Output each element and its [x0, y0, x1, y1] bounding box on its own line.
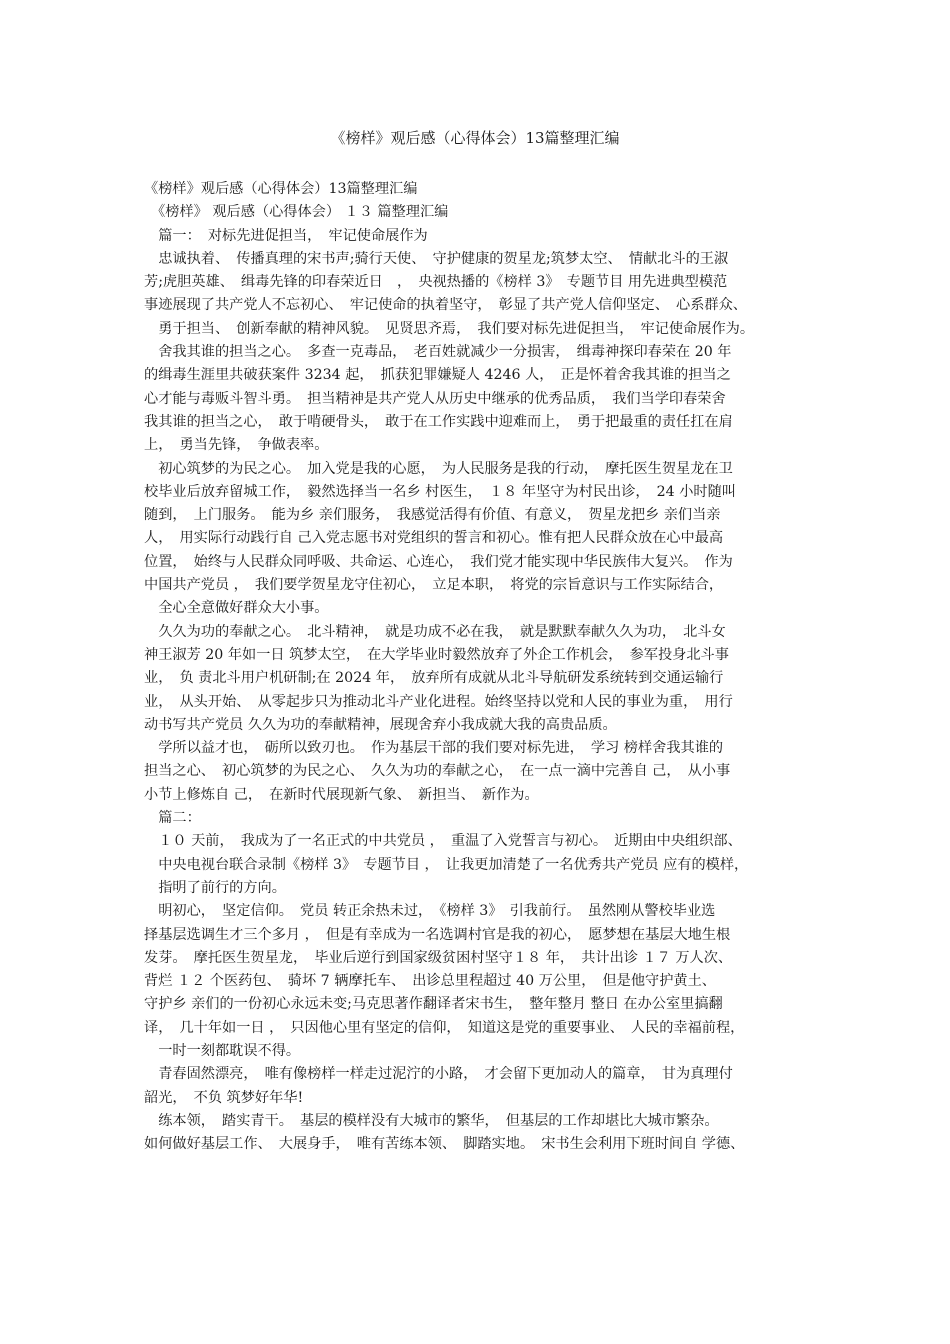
text-line: 动书写共产党员 久久为功的奉献精神，展现舍弃小我成就大我的高贵品质。 [144, 716, 617, 733]
text-line: 学所以益才也， 砺所以致刃也。 作为基层干部的我们要对标先进， 学习 榜样舍我其谁的 [144, 740, 724, 757]
text-line: 青春固然漂亮， 唯有像榜样一样走过泥泞的小路， 才会留下更加动人的篇章， 甘为真理付 [144, 1066, 733, 1083]
text-line: 中国共产党员 ， 我们要学贺星龙守住初心， 立足本职， 将党的宗旨意识与工作实际结合， [144, 577, 724, 594]
text-line: 《榜样》观后感（心得体会）13篇整理汇编 [144, 181, 418, 197]
text-line: 择基层选调生才三个多月 ， 但是有幸成为一名选调村官是我的初心， 愿梦想在基层大地生根 [144, 926, 731, 943]
text-line: 守护乡 亲们的一份初心永远未变;马克思著作翻译者宋书生， 整年整月 整日 在办公室里搞翻 [144, 996, 723, 1013]
text-line: 中央电视台联合录制《榜样 3》 专题节目 ， 让我更加清楚了一名优秀共产党员 应有的模样， [144, 856, 749, 873]
text-line: 校毕业后放弃留城工作， 毅然选择当一名乡 村医生， １８ 年坚守为村民出诊， 24 小时随叫 [144, 483, 736, 500]
text-line: 指明了前行的方向。 [144, 879, 286, 896]
text-line: １０ 天前， 我成为了一名正式的中共党员 ， 重温了入党誓言与初心。 近期由中央组织部、 [144, 833, 742, 850]
text-line: 勇于担当、 创新奉献的精神风貌。 见贤思齐焉， 我们要对标先进促担当， 牢记使命展作为。 [144, 320, 755, 337]
text-line: 明初心， 坚定信仰。 党员 转正余热未过， 《榜样 3》 引我前行。 虽然刚从警校毕业选 [144, 903, 716, 920]
document-body [144, 178, 824, 1156]
text-line: 人， 用实际行动践行自 己入党志愿书对党组织的誓言和初心。惟有把人民群众放在心中最高 [144, 530, 724, 547]
text-line: 舍我其谁的担当之心。 多查一克毒品， 老百姓就减少一分损害， 缉毒神探印春荣在 20 年 [144, 344, 732, 361]
text-line: 篇一： 对标先进促担当， 牢记使命展作为 [144, 227, 428, 244]
text-line: 全心全意做好群众大小事。 [144, 600, 329, 617]
text-line: 练本领， 踏实青干。 基层的模样没有大城市的繁华， 但基层的工作却堪比大城市繁杂。 [144, 1112, 719, 1129]
text-line: 忠诚执着、 传播真理的宋书声;骑行天使、 守护健康的贺星龙;筑梦太空、 情献北斗的王淑 [144, 250, 729, 267]
text-line: 译， 几十年如一日 ， 只因他心里有坚定的信仰， 知道这是党的重要事业、 人民的幸福前程， [144, 1019, 745, 1036]
text-line: 一时一刻都耽误不得。 [144, 1042, 301, 1059]
text-line: 我其谁的担当之心， 敢于啃硬骨头， 敢于在工作实践中迎难而上， 勇于把最重的责任扛在肩 [144, 413, 733, 430]
text-line: 心才能与毒贩斗智斗勇。 担当精神是共产党人从历史中继承的优秀品质， 我们当学印春荣舍 [144, 390, 726, 407]
text-line: 业， 从头开始、 从零起步只为推动北斗产业化进程。始终坚持以党和人民的事业为重， 用行 [144, 693, 733, 710]
text-line: 久久为功的奉献之心。 北斗精神， 就是功成不必在我， 就是默默奉献久久为功， 北斗女 [144, 623, 726, 640]
text-line: 上， 勇当先锋， 争做表率。 [144, 437, 329, 454]
text-line: 神王淑芳 20 年如一日 筑梦太空， 在大学毕业时毅然放弃了外企工作机会， 参军投身北斗事 [144, 646, 729, 663]
text-line: 芳;虎胆英雄、 缉毒先锋的印春荣近日 ， 央视热播的《榜样 3》 专题节目 用先进典型模范 [144, 274, 728, 291]
text-line: 韶光， 不负 筑梦好年华! [144, 1089, 304, 1106]
text-line: 初心筑梦的为民之心。 加入党是我的心愿， 为人民服务是我的行动， 摩托医生贺星龙在卫 [144, 460, 733, 477]
text-line: 篇二： [144, 810, 201, 827]
text-line: 《榜样》 观后感（心得体会） １３ 篇整理汇编 [144, 204, 449, 221]
text-line: 随到， 上门服务。 能为乡 亲们服务， 我感觉活得有价值、有意义， 贺星龙把乡 亲们当亲 [144, 507, 721, 524]
text-line: 事迹展现了共产党人不忘初心、 牢记使命的执着坚守， 彰显了共产党人信仰坚定、 心系群众、 [144, 297, 747, 314]
text-line: 业， 负 责北斗用户机研制;在 2024 年， 放弃所有成就从北斗导航研发系统转到交通运输行 [144, 670, 724, 687]
text-line: 的缉毒生涯里共破获案件 3234 起， 抓获犯罪嫌疑人 4246 人， 正是怀着舍我其谁的担当之 [144, 367, 731, 384]
text-line: 如何做好基层工作、 大展身手， 唯有苦练本领、 脚踏实地。 宋书生会利用下班时间自 学德、 [144, 1136, 745, 1153]
text-line: 小节上修炼自 己， 在新时代展现新气象、 新担当、 新作为。 [144, 786, 539, 803]
text-line: 位置， 始终与人民群众同呼吸、共命运、心连心， 我们党才能实现中华民族伟大复兴。 作为 [144, 553, 733, 570]
document-title: 《榜样》观后感（心得体会）13篇整理汇编 [330, 129, 620, 147]
text-line: 背烂 １２ 个医药包、 骑坏 7 辆摩托车、 出诊总里程超过 40 万公里， 但是他守护黄土、 [144, 973, 716, 990]
text-line: 发芽。 摩托医生贺星龙， 毕业后逆行到国家级贫困村坚守１８ 年， 共计出诊 １７ 万人次、 [144, 949, 733, 966]
text-line: 担当之心、 初心筑梦的为民之心、 久久为功的奉献之心， 在一点一滴中完善自 己， 从小事 [144, 763, 731, 780]
